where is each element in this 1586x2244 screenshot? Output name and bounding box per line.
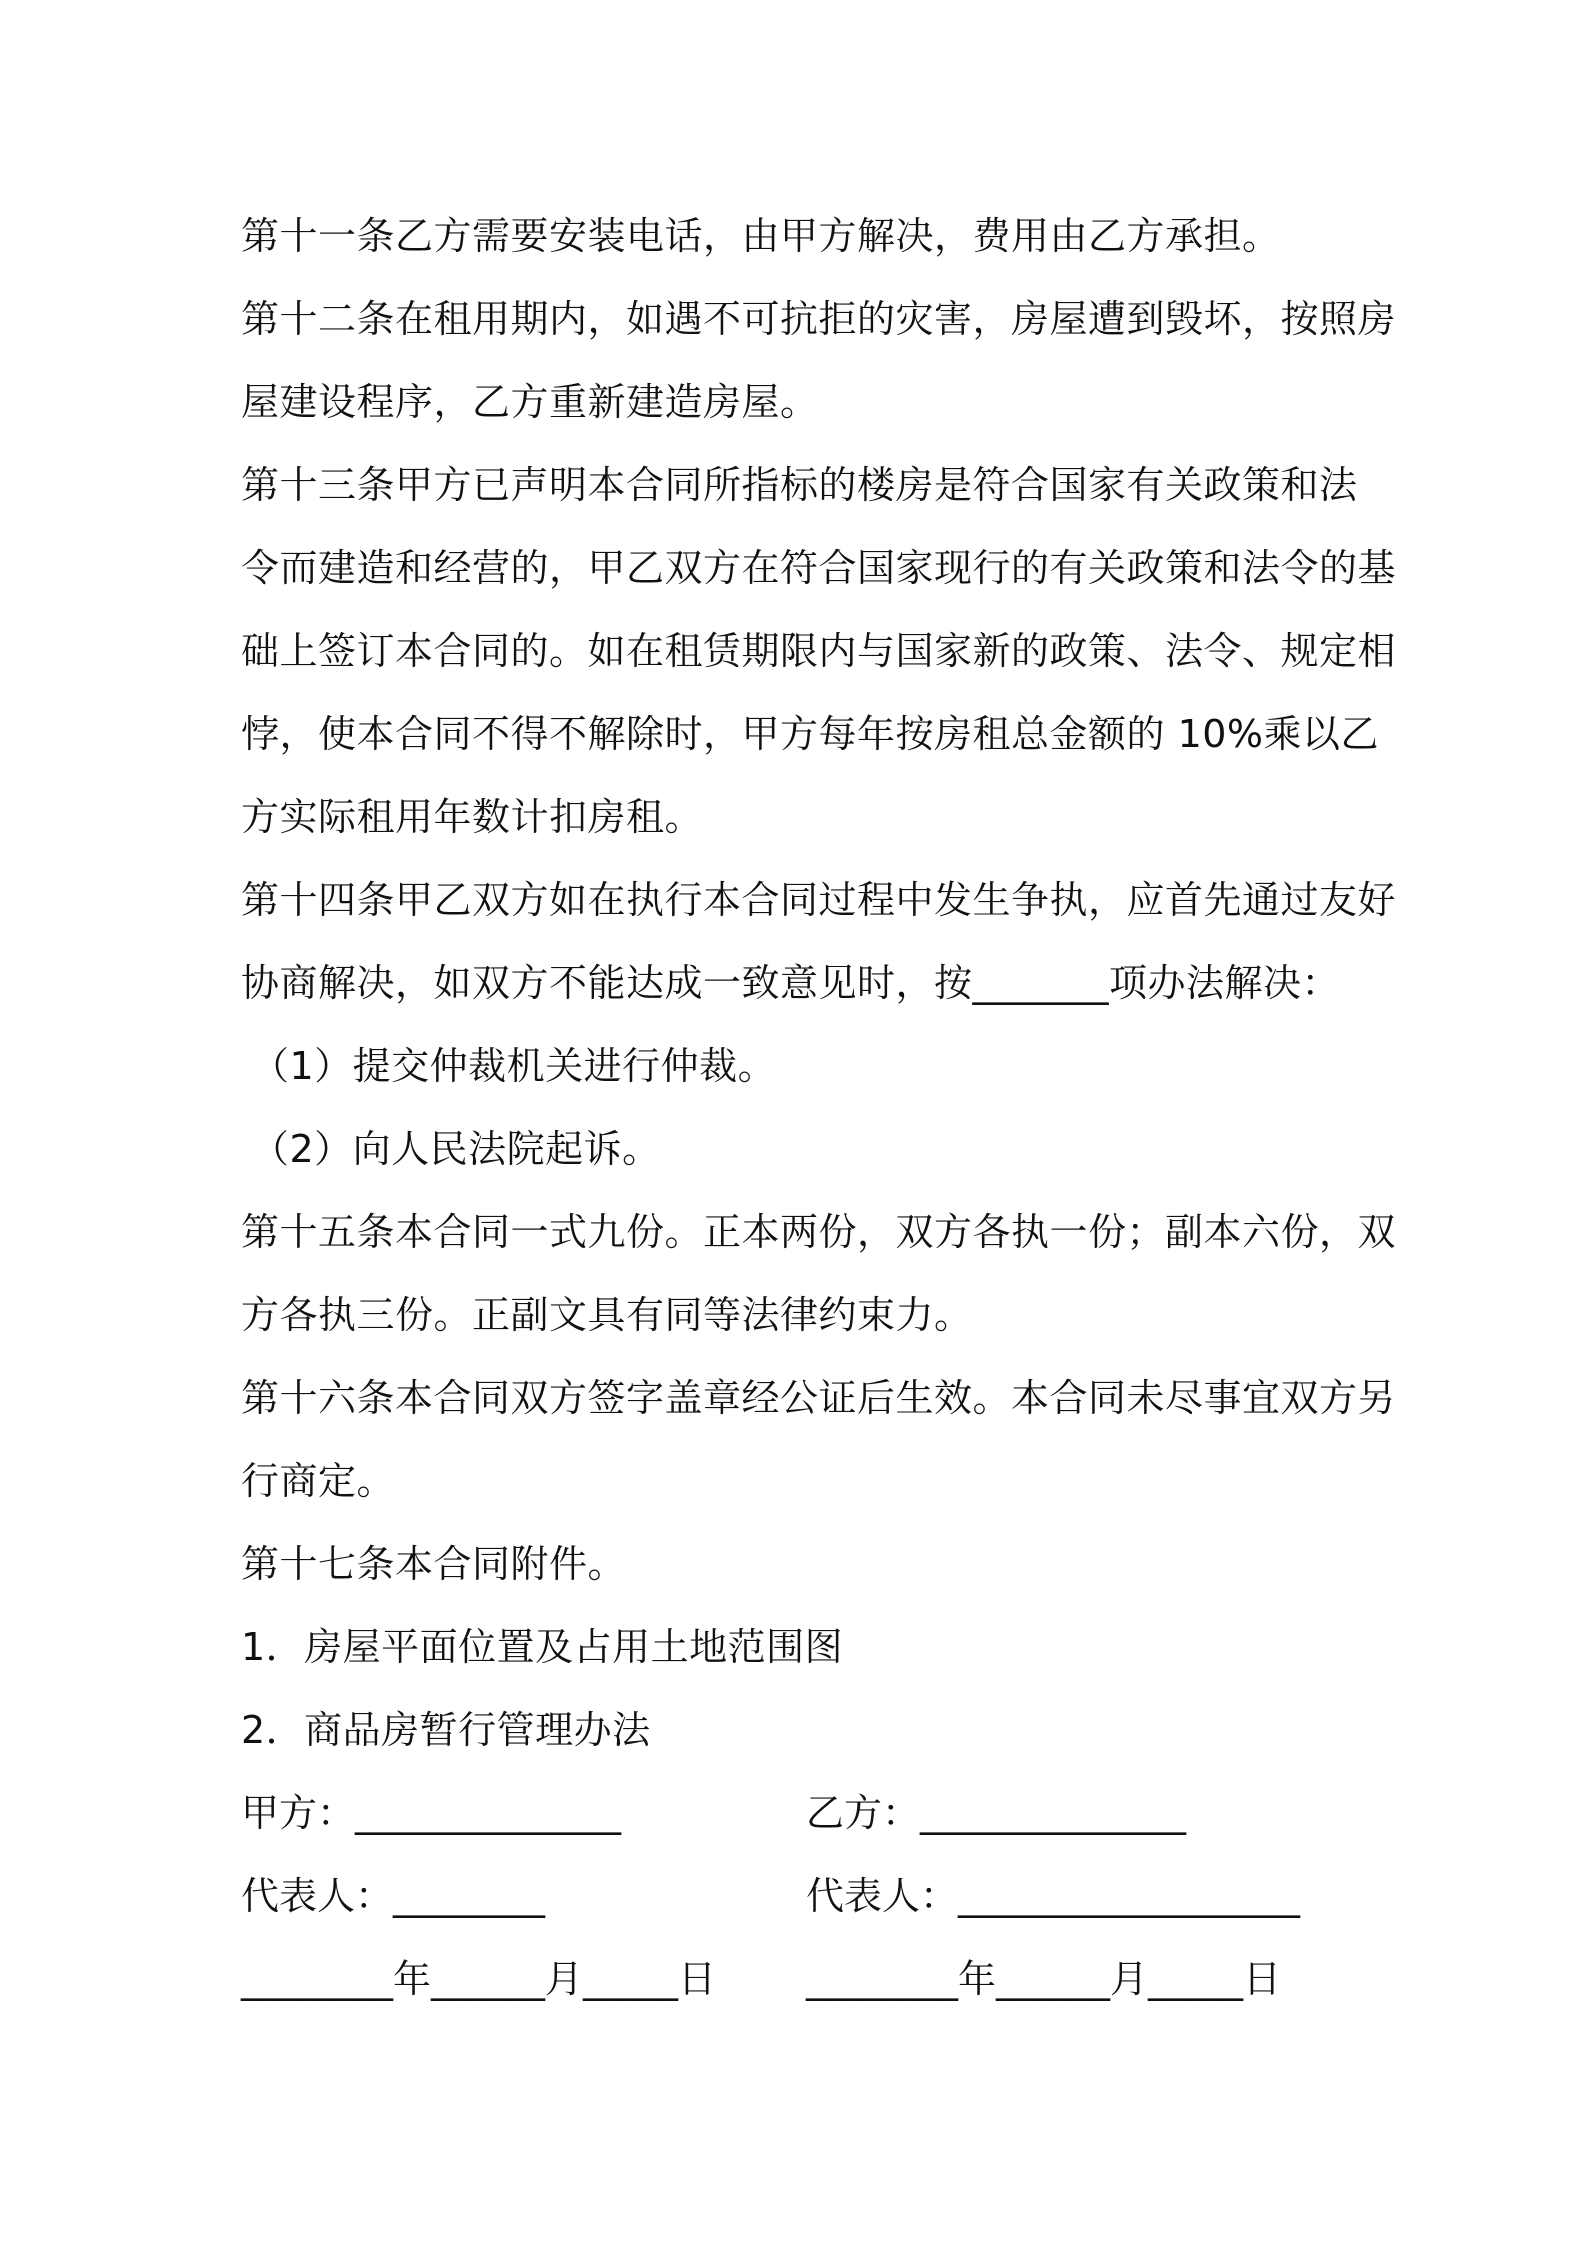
clause-16-line-2: 行商定。 (241, 1459, 396, 1503)
clause-16-line-1: 第十六条本合同双方签字盖章经公证后生效。本合同未尽事宜双方另 (241, 1376, 1397, 1420)
clause-12-line-1: 第十二条在租用期内，如遇不可抗拒的灾害，房屋遭到毁坏，按照房 (241, 297, 1397, 341)
clause-14-option-2: （2）向人民法院起诉。 (251, 1127, 661, 1171)
contract-page (241, 195, 1397, 2021)
clause-17: 第十七条本合同附件。 (241, 1542, 627, 1586)
attachment-2: 2．商品房暂行管理办法 (241, 1708, 651, 1752)
clause-12-line-2: 屋建设程序，乙方重新建造房屋。 (241, 380, 819, 424)
clause-14-option-1: （1）提交仲裁机关进行仲裁。 (251, 1044, 777, 1088)
clause-13-line-4: 悖，使本合同不得不解除时，甲方每年按房租总金额的 10%乘以乙 (241, 712, 1380, 756)
attachment-1: 1．房屋平面位置及占用土地范围图 (241, 1625, 844, 1669)
clause-15-line-1: 第十五条本合同一式九份。正本两份，双方各执一份；副本六份，双 (241, 1210, 1397, 1254)
clause-13-line-2: 令而建造和经营的，甲乙双方在符合国家现行的有关政策和法令的基 (241, 546, 1397, 590)
clause-13-line-5: 方实际租用年数计扣房租。 (241, 795, 704, 839)
party-a-signature: 甲方：______________ (241, 1791, 622, 1835)
date-row (241, 1938, 1361, 2021)
clause-15-line-2: 方各执三份。正副文具有同等法律约束力。 (241, 1293, 973, 1337)
party-row (241, 1772, 1361, 1855)
date-a: ________年______月_____日 (241, 1957, 717, 2001)
clause-11: 第十一条乙方需要安装电话，由甲方解决，费用由乙方承担。 (241, 214, 1281, 258)
representative-row (241, 1855, 1361, 1938)
clause-13-line-1: 第十三条甲方已声明本合同所指标的楼房是符合国家有关政策和法 (241, 463, 1358, 507)
clause-14-line-2: 协商解决，如双方不能达成一致意见时，按_______项办法解决： (241, 961, 1341, 1005)
representative-a: 代表人：________ (241, 1874, 546, 1918)
representative-b: 代表人：__________________ (806, 1874, 1301, 1918)
clause-14-line-1: 第十四条甲乙双方如在执行本合同过程中发生争执，应首先通过友好 (241, 878, 1397, 922)
clause-13-line-3: 础上签订本合同的。如在租赁期限内与国家新的政策、法令、规定相 (241, 629, 1397, 673)
date-b: ________年______月_____日 (806, 1957, 1282, 2001)
party-b-signature: 乙方：______________ (806, 1791, 1187, 1835)
